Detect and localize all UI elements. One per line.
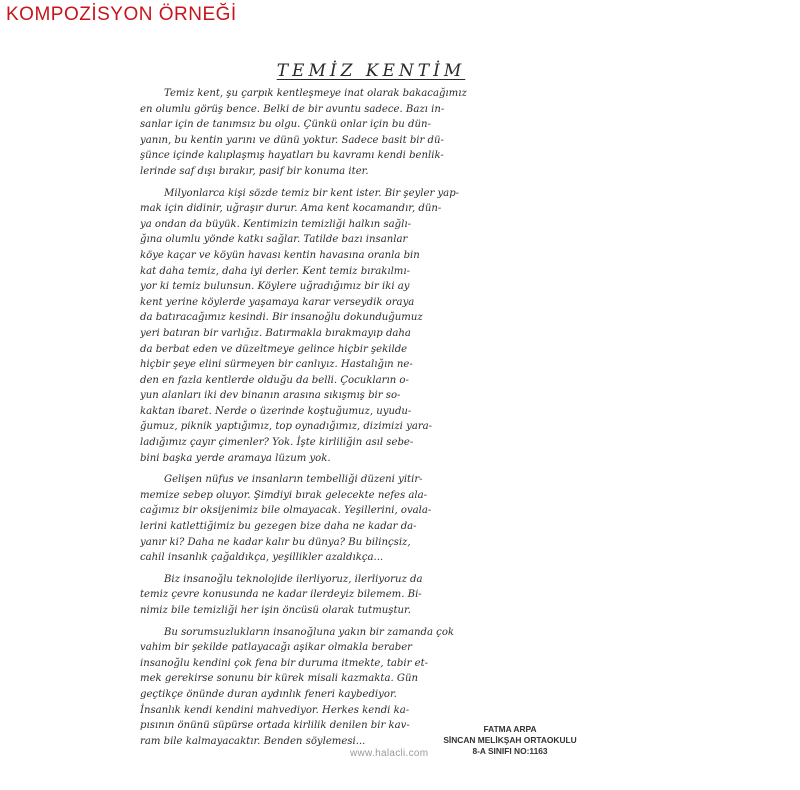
essay-line: yanın, bu kentin yarını ve dünü yoktur. Sadece basit bir dü-: [140, 134, 444, 146]
essay-line: yeri batıran bir varlığız. Batırmakla bırakmayıp daha: [140, 327, 411, 339]
essay-body: [140, 86, 602, 749]
site-watermark: www.halacli.com: [350, 748, 429, 759]
essay-line: sanlar için de tanımsız bu olgu. Çünkü onlar için bu dün-: [140, 119, 431, 131]
essay-line: vahim bir şekilde patlayacağı aşikar olmakla beraber: [140, 642, 412, 654]
essay-line: Gelişen nüfus ve insanların tembelliği düzeni yitir-: [164, 474, 423, 486]
essay-paragraph: [140, 572, 602, 619]
essay-line: hiçbir şeye elini sürmeyen bir canlıyız. Hastalığın ne-: [140, 359, 413, 371]
essay-line: ğumuz, piknik yaptığımız, top oynadığımız, dizimizi yara-: [140, 421, 433, 433]
essay-line: yun alanları iki dev binanın arasına sıkışmış bir so-: [140, 390, 401, 402]
essay-line: kat daha temiz, daha iyi derler. Kent temiz bırakılmı-: [140, 265, 411, 277]
essay-line: Bu sorumsuzlukların insanoğluna yakın bir zamanda çok: [164, 626, 455, 638]
essay-paragraph: [140, 86, 602, 180]
author-school: SİNCAN MELİKŞAH ORTAOKULU: [443, 735, 577, 745]
essay-line: cağımız bir oksijenimiz bile olmayacak. Yeşillerini, ovala-: [140, 505, 432, 517]
essay-line: geçtikçe önünde duran aydınlık feneri kaybediyor.: [140, 688, 397, 700]
essay-line: yanır ki? Daha ne kadar kalır bu dünya? Bu bilinçsiz,: [140, 536, 411, 548]
page-title: KOMPOZİSYON ÖRNEĞİ: [6, 4, 237, 25]
essay-line: kent yerine köylerde yaşamaya karar verseydik oraya: [140, 296, 415, 308]
essay-line: Temiz kent, şu çarpık kentleşmeye inat olarak bakacağımız: [164, 88, 467, 99]
essay-line: insanoğlu kendini çok fena bir duruma itmekte, tabir et-: [140, 657, 429, 669]
essay-line: den en fazla kentlerde olduğu da belli. Çocukların o-: [140, 374, 409, 386]
essay-line: yor ki temiz bulunsun. Köylere uğradığımız bir iki ay: [140, 281, 410, 293]
essay-line: Biz insanoğlu teknolojide ilerliyoruz, ilerliyoruz da: [164, 573, 423, 585]
essay-line: mak için didinir, uğraşır durur. Ama kent kocamandır, dün-: [140, 203, 442, 215]
essay-line: ladığımız çayır çimenler? Yok. İşte kirliliğin asıl sebe-: [140, 437, 414, 449]
essay-line: ğına olumlu yönde katkı sağlar. Tatilde bazı insanlar: [140, 234, 408, 246]
essay-line: pısının önünü süpürse ortada kirlilik denilen bir kav-: [140, 720, 410, 732]
essay-line: Milyonlarca kişi sözde temiz bir kent ister. Bir şeyler yap-: [164, 187, 460, 199]
essay-line: İnsanlık kendi kendini mahvediyor. Herkes kendi ka-: [140, 704, 410, 716]
essay-line: ram bile kalmayacaktır. Benden söylemesi...: [140, 735, 366, 747]
essay-line: kaktan ibaret. Nerde o üzerinde koştuğumuz, uyudu-: [140, 405, 412, 417]
essay-line: lerini katlettiğimiz bu gezegen bize daha ne kadar da-: [140, 521, 417, 533]
essay-paragraph: [140, 472, 602, 566]
essay-line: en olumlu görüş bence. Belki de bir avuntu sadece. Bazı in-: [140, 103, 445, 115]
author-signature: [410, 724, 610, 757]
essay-title: TEMİZ KENTİM: [276, 61, 466, 81]
essay-line: cahil insanlık çağaldıkça, yeşillikler azaldıkça...: [140, 552, 384, 564]
author-class: 8-A SINIFI NO:1163: [472, 746, 548, 756]
essay-line: temiz çevre konusunda ne kadar ilerdeyiz bilemem. Bi-: [140, 589, 422, 601]
essay-line: ya ondan da büyük. Kentimizin temizliği halkın sağlı-: [140, 218, 411, 230]
essay-line: da berbat eden ve düzeltmeye gelince hiçbir şekilde: [140, 343, 408, 355]
essay-line: köye kaçar ve köyün havası kentin havasına oranla bin: [140, 249, 420, 261]
essay-paragraph: [140, 186, 602, 467]
essay-line: mek gerekirse sonunu bir kürek misali kazmakta. Gün: [140, 673, 418, 685]
essay-line: memize sebep oluyor. Şimdiyi bırak gelecekte nefes ala-: [140, 489, 428, 501]
essay-line: şünce içinde kalıplaşmış hayatları bu kavramı kendi benlik-: [140, 150, 444, 162]
essay-line: nimiz bile temizliği her işin öncüsü olarak tutmuştur.: [140, 605, 411, 616]
essay-line: lerinde saf dışı bırakır, pasif bir konuma iter.: [140, 165, 369, 177]
essay-line: bini başka yerde aramaya lüzum yok.: [140, 452, 331, 464]
essay-line: da batıracağımız kesindi. Bir insanoğlu dokunduğumuz: [140, 312, 423, 324]
author-name: FATMA ARPA: [483, 724, 537, 734]
